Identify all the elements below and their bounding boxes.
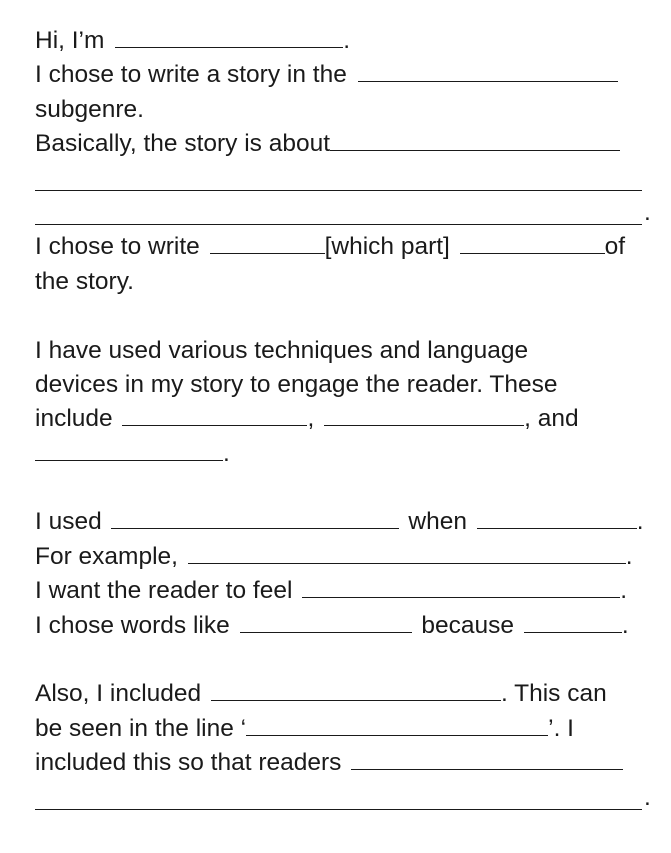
- line-also: [35, 677, 650, 711]
- seen-prefix: be seen in the line ‘: [35, 714, 247, 742]
- about-prefix: Basically, the story is about: [35, 130, 331, 158]
- also-prefix: Also, I included: [35, 680, 202, 708]
- line-seen: [35, 712, 650, 746]
- line-techniques-1: [35, 334, 650, 368]
- hi-prefix: Hi, I’m: [35, 27, 105, 54]
- spacer: [35, 643, 650, 677]
- final-blank[interactable]: [35, 781, 642, 810]
- included-blank[interactable]: [211, 678, 501, 701]
- feel-end: .: [620, 577, 628, 605]
- name-blank[interactable]: [115, 25, 343, 48]
- because-end: .: [621, 611, 629, 639]
- include-prefix: include: [35, 405, 113, 433]
- the-story: the story.: [35, 267, 134, 295]
- line-subgenre-word: [35, 93, 650, 127]
- subgenre-word: subgenre.: [35, 95, 144, 123]
- worksheet: [35, 24, 650, 815]
- technique-blank-3[interactable]: [35, 438, 223, 461]
- feel-prefix: I want the reader to feel: [35, 577, 293, 605]
- seen-end: ’. I: [548, 714, 574, 742]
- about-end: .: [644, 198, 651, 226]
- line-include: [35, 402, 650, 436]
- this-can: . This can: [500, 680, 607, 708]
- for-example: For example,: [35, 542, 178, 570]
- spacer: [35, 471, 650, 505]
- line-include-end: [35, 437, 650, 471]
- hi-suffix: .: [343, 27, 351, 54]
- technique-blank-1[interactable]: [122, 403, 307, 426]
- line-part: [35, 230, 650, 264]
- when-end: .: [636, 508, 644, 536]
- spacer: [35, 299, 650, 333]
- about-blank-2[interactable]: [35, 162, 642, 191]
- subgenre-blank[interactable]: [358, 59, 618, 82]
- part-prefix: I chose to write: [35, 233, 200, 261]
- about-blank-1[interactable]: [330, 128, 620, 151]
- of-word: of: [604, 233, 626, 261]
- part-blank-1[interactable]: [210, 231, 325, 254]
- about-blank-3[interactable]: [35, 196, 642, 225]
- because-word: because: [421, 611, 514, 639]
- chose-prefix: I chose to write a story in the: [35, 61, 347, 89]
- line-about: [35, 127, 650, 161]
- which-part: [which part]: [324, 233, 450, 261]
- line-name: [35, 24, 650, 58]
- line-about-3: [35, 196, 650, 230]
- when-word: when: [408, 508, 467, 536]
- because-blank[interactable]: [524, 610, 622, 633]
- techniques-line-1: I have used various techniques and language: [35, 336, 529, 364]
- line-used: [35, 505, 650, 539]
- technique-blank-2[interactable]: [324, 403, 524, 426]
- line-techniques-2: [35, 368, 650, 402]
- part-blank-2[interactable]: [460, 231, 605, 254]
- example-blank[interactable]: [188, 541, 626, 564]
- techniques-end: .: [223, 439, 230, 467]
- technique-comma: ,: [307, 405, 315, 433]
- for-example-end: .: [625, 542, 633, 570]
- line-for-example: [35, 540, 650, 574]
- line-subgenre: [35, 58, 650, 92]
- readers-prefix: included this so that readers: [35, 749, 342, 777]
- quote-blank[interactable]: [246, 713, 548, 736]
- line-readers: [35, 746, 650, 780]
- when-blank[interactable]: [477, 506, 637, 529]
- line-words: [35, 609, 650, 643]
- line-about-2: [35, 162, 650, 196]
- readers-blank[interactable]: [351, 747, 623, 770]
- used-prefix: I used: [35, 508, 102, 536]
- techniques-line-2: devices in my story to engage the reader. These: [35, 370, 558, 398]
- line-the-story: [35, 265, 650, 299]
- line-feel: [35, 574, 650, 608]
- and-word: , and: [524, 405, 579, 433]
- final-end: .: [644, 783, 651, 811]
- used-blank[interactable]: [111, 506, 399, 529]
- line-final: [35, 781, 650, 815]
- words-blank[interactable]: [240, 610, 412, 633]
- feel-blank[interactable]: [302, 575, 620, 598]
- words-prefix: I chose words like: [35, 611, 230, 639]
